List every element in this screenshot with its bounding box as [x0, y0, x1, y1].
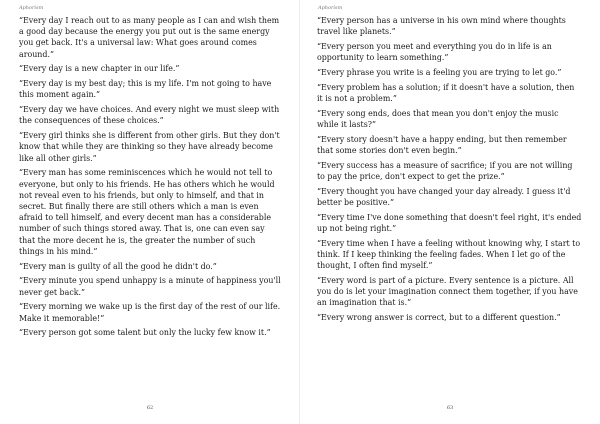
quote: “Every song ends, does that mean you don't enjoy the music while it lasts?” — [317, 108, 559, 129]
quote: “Every success has a measure of sacrifice; if you are not willing to pay the price, don't expect to get the prize.” — [317, 160, 573, 181]
quote: “Every story doesn't have a happy ending, but then remember that some stories don't even begin.” — [317, 134, 567, 155]
quote: “Every man has some reminiscences which he would not tell to everyone, but only to his friends. He has others which he would not reveal even to his friends, but only to himself, and that in secret. But finally there are still others which a man is even afraid to tell himself, and every decent man has a considerable number of such things stored away. That is, one can even say that the more decent he is, the greater the number of such things in his mind.” — [19, 168, 275, 256]
quote: “Every day is my best day; this is my life. I'm not going to have this moment again.” — [19, 79, 272, 100]
quote: “Every person you meet and everything you do in life is an opportunity to learn something.” — [317, 42, 552, 63]
page-number: 62 — [146, 405, 154, 411]
right-page — [300, 0, 600, 424]
quote: “Every person has a universe in his own mind where thoughts travel like planets.” — [317, 16, 566, 37]
quote: “Every problem has a solution; if it doesn't have a solution, then it is not a problem.” — [317, 82, 575, 103]
quote: “Every phrase you write is a feeling you are trying to let go.” — [317, 68, 562, 77]
quote: “Every wrong answer is correct, but to a different question.” — [317, 313, 561, 323]
quote: “Every word is part of a picture. Every sentence is a picture. All you do is let your imagination connect them together, if you have an imagination that is.” — [317, 276, 578, 308]
quote: “Every girl thinks she is different from other girls. But they don't know that while they are thinking so they have already become like all other girls.” — [19, 131, 280, 163]
quote: “Every day we have choices. And every night we must sleep with the consequences of these choices.” — [19, 105, 280, 126]
quote-list — [317, 15, 582, 327]
running-header: Aphorism — [318, 5, 343, 11]
quote: “Every day is a new chapter in our life.” — [19, 64, 180, 74]
quote: “Every man is guilty of all the good he didn't do.” — [19, 261, 217, 271]
page-number: 63 — [446, 405, 454, 411]
quote: “Every thought you have changed your day already. I guess it'd better be positive.” — [317, 186, 571, 207]
quote: “Every time when I have a feeling without knowing why, I start to think. If I keep thinking the feeling fades. When I let go of the thought, I often find myself.” — [317, 238, 581, 271]
quote: “Every person got some talent but only the lucky few know it.” — [19, 328, 271, 338]
quote-list — [19, 15, 281, 342]
quote: “Every day I reach out to as many people as I can and wish them a good day because the energy you put out is the same energy you get back. It's a universal law: What goes around comes around.” — [19, 16, 280, 59]
running-header: Aphorism — [19, 5, 44, 11]
quote: “Every minute you spend unhappy is a minute of happiness you'll never get back.” — [19, 276, 281, 297]
quote: “Every morning we wake up is the first day of the rest of our life. Make it memorable!” — [19, 302, 281, 323]
quote: “Every time I've done something that doesn't feel right, it's ended up not being right.” — [317, 212, 582, 233]
